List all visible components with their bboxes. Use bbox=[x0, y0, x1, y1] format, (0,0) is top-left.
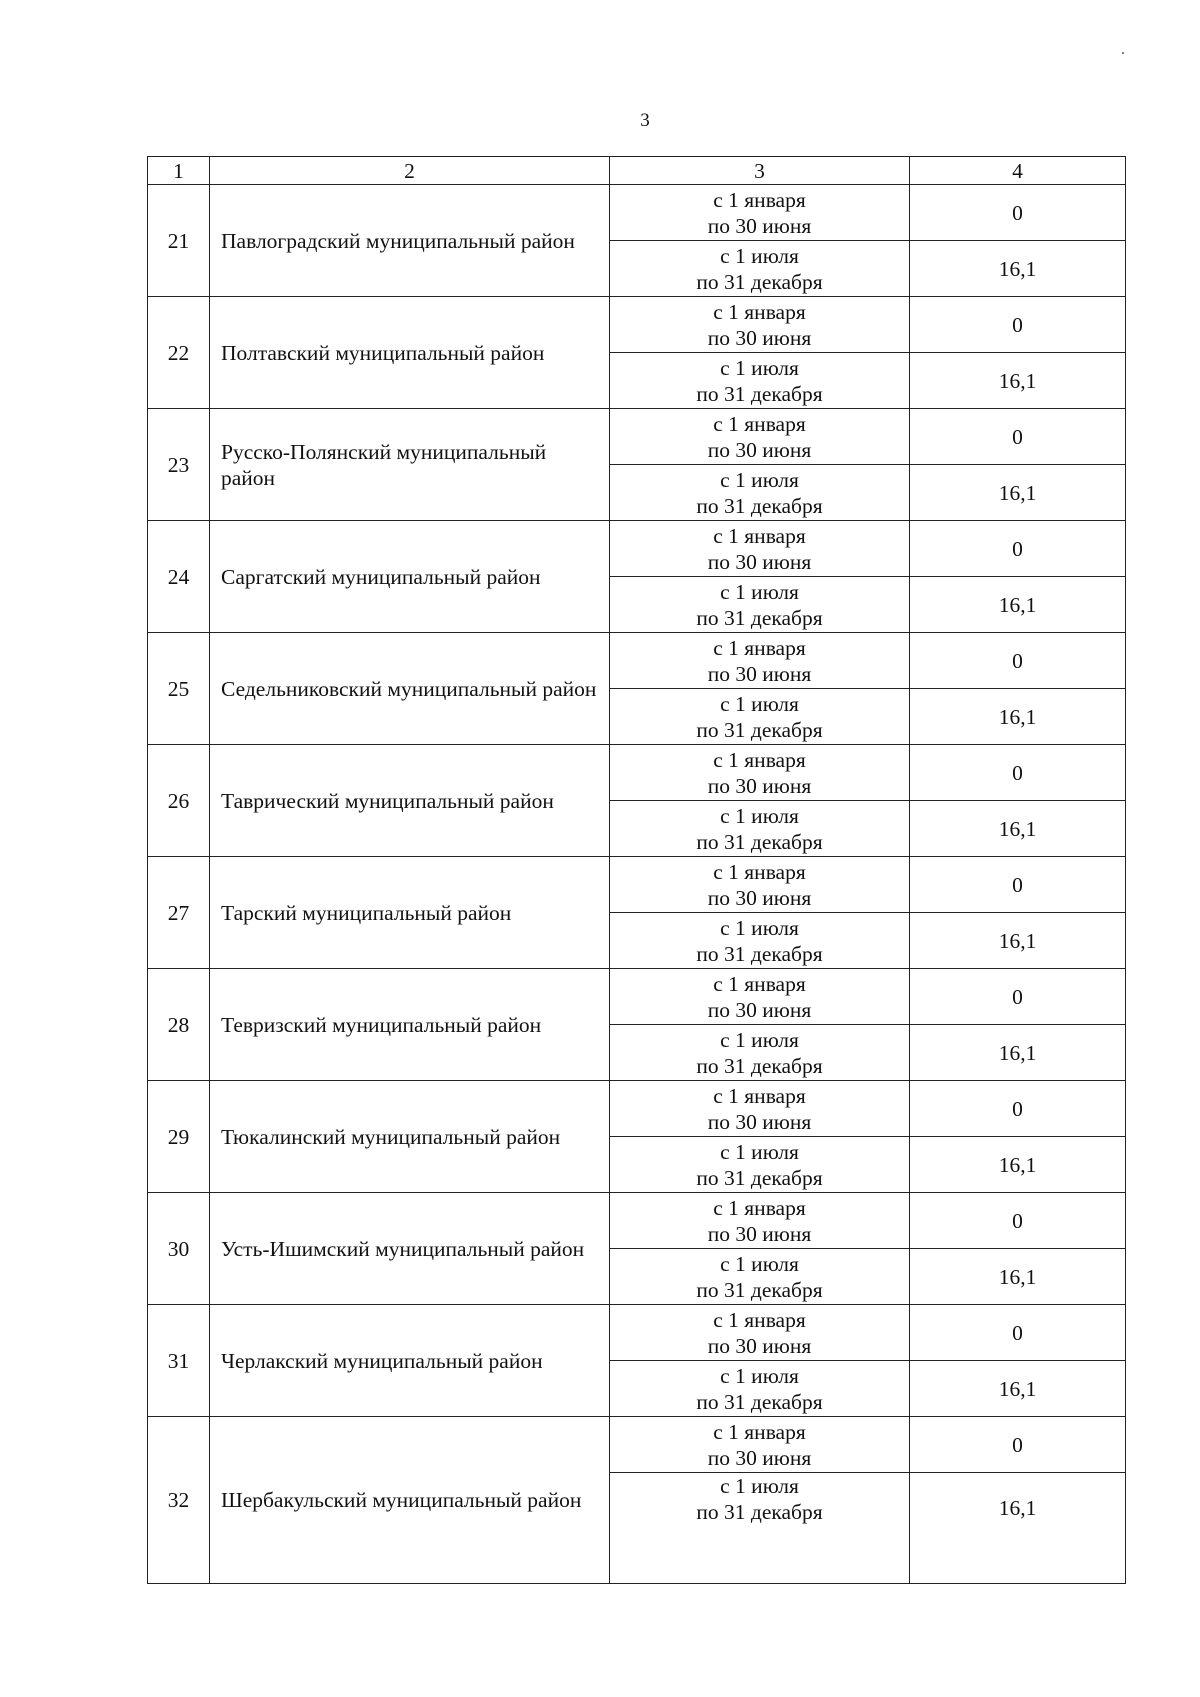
period-cell bbox=[610, 297, 910, 353]
district-name: Шербакульский муниципальный район bbox=[210, 1417, 610, 1584]
row-number: 31 bbox=[148, 1305, 210, 1417]
district-name: Усть-Ишимский муниципальный район bbox=[210, 1193, 610, 1305]
rates-table bbox=[147, 156, 1126, 1584]
period-from: с 1 января bbox=[713, 1307, 806, 1332]
period-to: по 31 декабря bbox=[696, 493, 823, 518]
rate-value: 16,1 bbox=[910, 1361, 1126, 1417]
period-from: с 1 января bbox=[713, 187, 806, 212]
period-to: по 30 июня bbox=[707, 773, 812, 798]
period-to: по 30 июня bbox=[707, 1109, 812, 1134]
header-cell-3: 3 bbox=[610, 157, 910, 185]
period-from: с 1 июля bbox=[720, 915, 799, 940]
period-from: с 1 января bbox=[713, 411, 806, 436]
period-from: с 1 июля bbox=[720, 1139, 799, 1164]
header-row bbox=[148, 157, 1126, 185]
period-cell bbox=[610, 689, 910, 745]
rate-value: 16,1 bbox=[910, 465, 1126, 521]
table-row bbox=[148, 1081, 1126, 1137]
period-from: с 1 июля bbox=[720, 1363, 799, 1388]
period-cell bbox=[610, 241, 910, 297]
period-cell bbox=[610, 1193, 910, 1249]
table-row bbox=[148, 857, 1126, 913]
district-name: Тюкалинский муниципальный район bbox=[210, 1081, 610, 1193]
period-to: по 31 декабря bbox=[696, 1500, 823, 1524]
period-to: по 31 декабря bbox=[696, 1053, 823, 1078]
period-from: с 1 января bbox=[713, 299, 806, 324]
header-cell-4: 4 bbox=[910, 157, 1126, 185]
rate-value: 16,1 bbox=[910, 241, 1126, 297]
rate-value: 0 bbox=[910, 1305, 1126, 1361]
rate-value: 0 bbox=[910, 745, 1126, 801]
row-number: 30 bbox=[148, 1193, 210, 1305]
rate-value: 0 bbox=[910, 969, 1126, 1025]
row-number: 24 bbox=[148, 521, 210, 633]
period-from: с 1 июля bbox=[720, 467, 799, 492]
rate-value: 16,1 bbox=[910, 801, 1126, 857]
rate-value: 0 bbox=[910, 297, 1126, 353]
table-row bbox=[148, 297, 1126, 353]
table-row bbox=[148, 633, 1126, 689]
period-from: с 1 июля bbox=[720, 803, 799, 828]
period-to: по 30 июня bbox=[707, 661, 812, 686]
row-number: 27 bbox=[148, 857, 210, 969]
district-name: Полтавский муниципальный район bbox=[210, 297, 610, 409]
period-to: по 30 июня bbox=[707, 997, 812, 1022]
table-row bbox=[148, 745, 1126, 801]
period-to: по 31 декабря bbox=[696, 269, 823, 294]
period-cell bbox=[610, 857, 910, 913]
period-cell bbox=[610, 465, 910, 521]
rate-value: 16,1 bbox=[910, 1137, 1126, 1193]
period-cell bbox=[610, 521, 910, 577]
rate-value: 0 bbox=[910, 857, 1126, 913]
rate-value: 16,1 bbox=[910, 1249, 1126, 1305]
table-row bbox=[148, 185, 1126, 241]
row-number: 26 bbox=[148, 745, 210, 857]
period-from: с 1 января bbox=[713, 635, 806, 660]
district-name: Таврический муниципальный район bbox=[210, 745, 610, 857]
period-to: по 30 июня bbox=[707, 437, 812, 462]
rate-value: 16,1 bbox=[910, 577, 1126, 633]
period-cell bbox=[610, 409, 910, 465]
period-to: по 31 декабря bbox=[696, 1165, 823, 1190]
period-to: по 31 декабря bbox=[696, 1277, 823, 1302]
table-row bbox=[148, 1193, 1126, 1249]
period-to: по 31 декабря bbox=[696, 1389, 823, 1414]
period-cell bbox=[610, 353, 910, 409]
row-number: 29 bbox=[148, 1081, 210, 1193]
period-from: с 1 января bbox=[713, 971, 806, 996]
table-row bbox=[148, 409, 1126, 465]
row-number: 22 bbox=[148, 297, 210, 409]
header-cell-2: 2 bbox=[210, 157, 610, 185]
period-from: с 1 января bbox=[713, 859, 806, 884]
period-cell bbox=[610, 1025, 910, 1081]
table-row bbox=[148, 1305, 1126, 1361]
period-cell bbox=[610, 801, 910, 857]
rate-value: 16,1 bbox=[910, 689, 1126, 745]
period-to: по 31 декабря bbox=[696, 381, 823, 406]
period-to: по 30 июня bbox=[707, 1333, 812, 1358]
period-to: по 30 июня bbox=[707, 1221, 812, 1246]
rate-value: 0 bbox=[910, 1417, 1126, 1473]
row-number: 25 bbox=[148, 633, 210, 745]
table-row bbox=[148, 1417, 1126, 1473]
period-from: с 1 января bbox=[713, 1083, 806, 1108]
period-to: по 30 июня bbox=[707, 1445, 812, 1470]
table-row bbox=[148, 969, 1126, 1025]
rate-value: 0 bbox=[910, 1081, 1126, 1137]
row-number: 23 bbox=[148, 409, 210, 521]
district-name: Саргатский муниципальный район bbox=[210, 521, 610, 633]
rate-value: 0 bbox=[910, 185, 1126, 241]
period-from: с 1 июля bbox=[720, 1251, 799, 1276]
period-from: с 1 января bbox=[713, 1195, 806, 1220]
period-cell bbox=[610, 185, 910, 241]
period-cell bbox=[610, 1361, 910, 1417]
period-cell bbox=[610, 633, 910, 689]
period-to: по 30 июня bbox=[707, 213, 812, 238]
period-from: с 1 января bbox=[713, 523, 806, 548]
period-cell bbox=[610, 577, 910, 633]
period-cell bbox=[610, 1081, 910, 1137]
page-number: 3 bbox=[640, 110, 650, 131]
period-cell bbox=[610, 1473, 910, 1584]
rate-value: 16,1 bbox=[910, 1025, 1126, 1081]
period-to: по 31 декабря bbox=[696, 605, 823, 630]
period-to: по 31 декабря bbox=[696, 829, 823, 854]
period-from: с 1 января bbox=[713, 1419, 806, 1444]
district-name: Тевризский муниципальный район bbox=[210, 969, 610, 1081]
period-to: по 30 июня bbox=[707, 325, 812, 350]
rate-value: 16,1 bbox=[910, 913, 1126, 969]
row-number: 32 bbox=[148, 1417, 210, 1584]
period-cell bbox=[610, 969, 910, 1025]
period-from: с 1 июля bbox=[720, 355, 799, 380]
rate-value: 0 bbox=[910, 521, 1126, 577]
district-name: Русско-Полянский муниципальный район bbox=[210, 409, 610, 521]
header-cell-1: 1 bbox=[148, 157, 210, 185]
period-from: с 1 июля bbox=[720, 579, 799, 604]
district-name: Черлакский муниципальный район bbox=[210, 1305, 610, 1417]
period-cell bbox=[610, 1305, 910, 1361]
period-from: с 1 июля bbox=[720, 243, 799, 268]
period-from: с 1 июля bbox=[720, 691, 799, 716]
rate-value: 16,1 bbox=[910, 353, 1126, 409]
rate-value: 0 bbox=[910, 1193, 1126, 1249]
period-to: по 31 декабря bbox=[696, 717, 823, 742]
period-cell bbox=[610, 1417, 910, 1473]
period-from: с 1 января bbox=[713, 747, 806, 772]
row-number: 21 bbox=[148, 185, 210, 297]
period-cell bbox=[610, 1249, 910, 1305]
period-from: с 1 июля bbox=[720, 1027, 799, 1052]
rate-value: 0 bbox=[910, 409, 1126, 465]
row-number: 28 bbox=[148, 969, 210, 1081]
period-to: по 30 июня bbox=[707, 549, 812, 574]
scan-speck bbox=[1122, 52, 1124, 54]
district-name: Тарский муниципальный район bbox=[210, 857, 610, 969]
period-cell bbox=[610, 913, 910, 969]
period-cell bbox=[610, 1137, 910, 1193]
rate-value: 0 bbox=[910, 633, 1126, 689]
period-from: с 1 июля bbox=[720, 1474, 799, 1498]
rate-value: 16,1 bbox=[910, 1473, 1126, 1584]
period-to: по 30 июня bbox=[707, 885, 812, 910]
district-name: Седельниковский муниципальный район bbox=[210, 633, 610, 745]
table-row bbox=[148, 521, 1126, 577]
period-cell bbox=[610, 745, 910, 801]
district-name: Павлоградский муниципальный район bbox=[210, 185, 610, 297]
period-to: по 31 декабря bbox=[696, 941, 823, 966]
